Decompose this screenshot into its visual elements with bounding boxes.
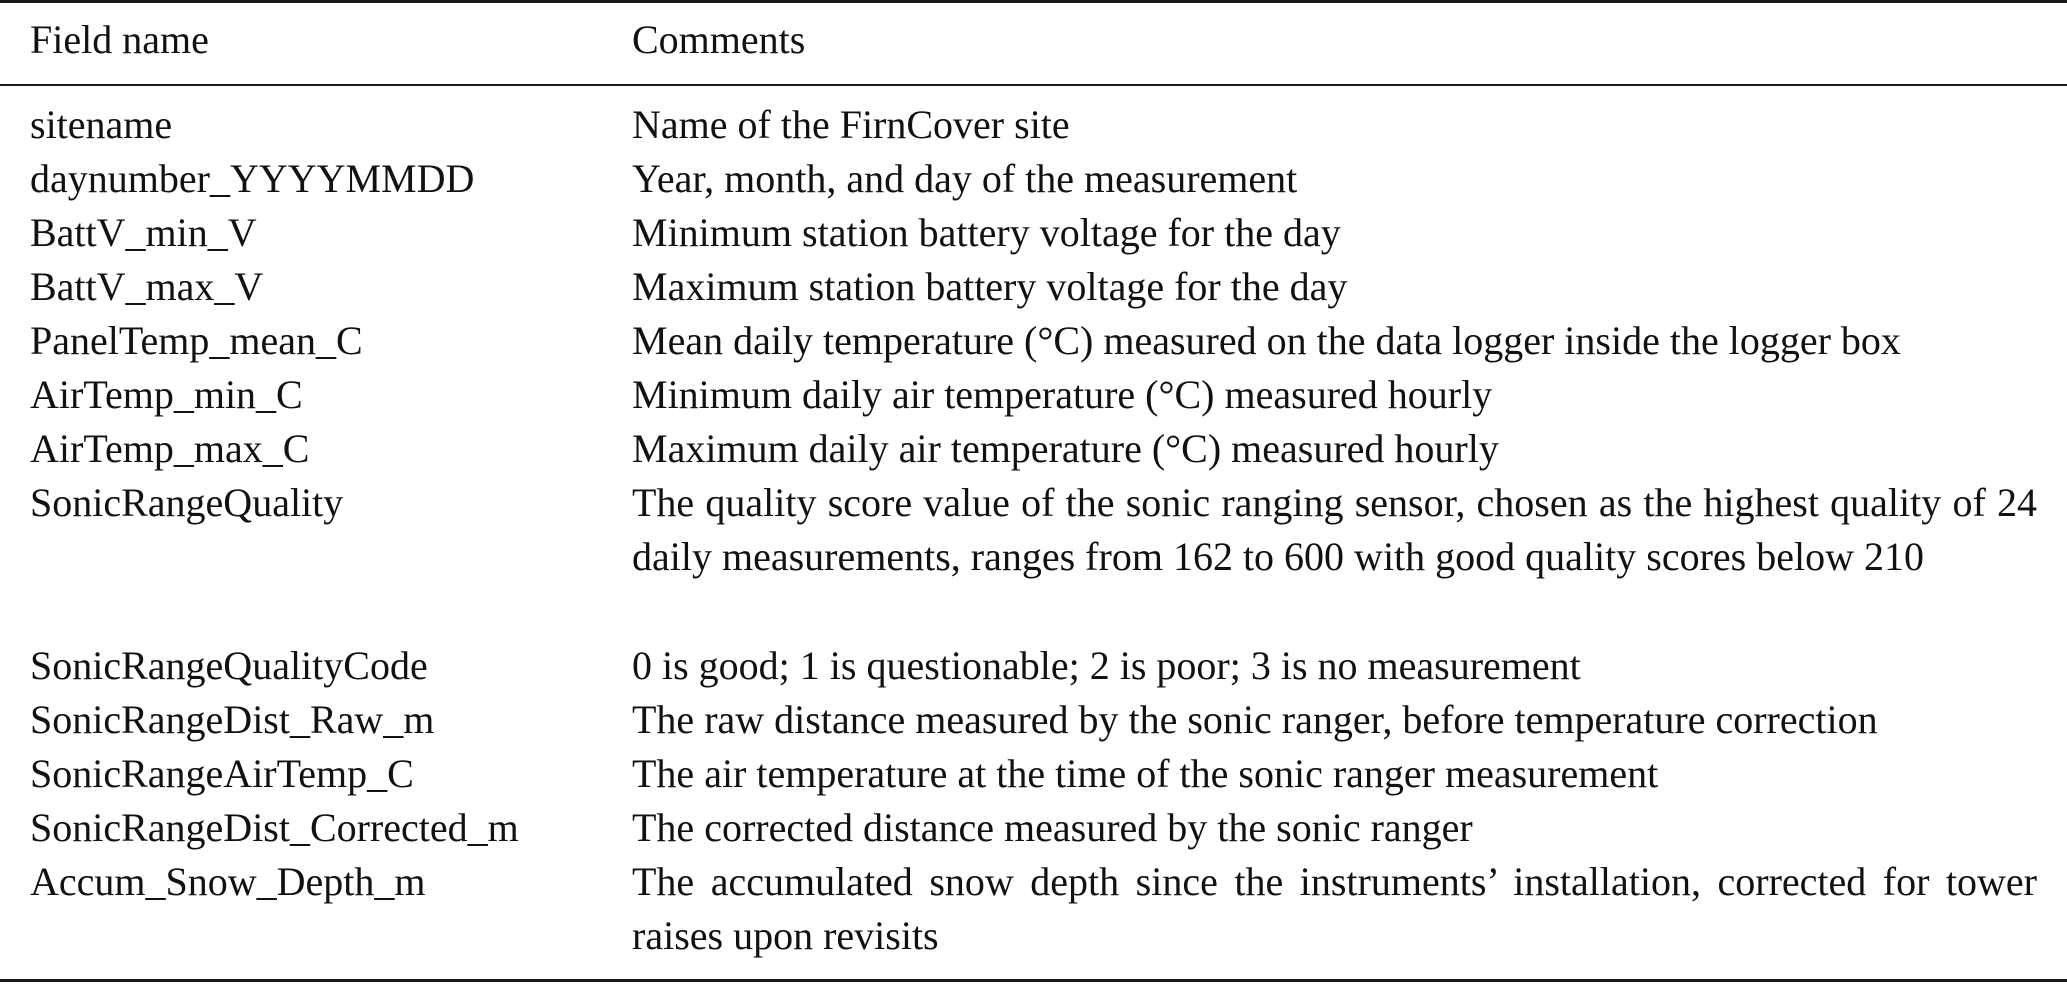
- field-name-cell: SonicRangeDist_Raw_m: [30, 697, 435, 742]
- header-field-name: Field name: [30, 17, 209, 62]
- table-row: [0, 801, 2067, 855]
- table-row: [0, 639, 2067, 693]
- field-name-cell: SonicRangeAirTemp_C: [30, 751, 414, 796]
- comment-cell: The quality score value of the sonic ranging sensor, chosen as the highest quality of 24 daily measurements, ranges from 162 to 600 with good quality scores below 210: [632, 480, 2037, 579]
- table-row: [0, 855, 2067, 963]
- field-name-cell: SonicRangeQuality: [30, 480, 344, 525]
- table-row: [0, 368, 2067, 422]
- table-row: [0, 747, 2067, 801]
- field-name-cell: SonicRangeDist_Corrected_m: [30, 805, 519, 850]
- comment-cell: Minimum daily air temperature (°C) measured hourly: [632, 372, 1493, 417]
- field-name-cell: sitename: [30, 102, 173, 147]
- comment-cell: 0 is good; 1 is questionable; 2 is poor; 3 is no measurement: [632, 643, 1581, 688]
- field-name-cell: BattV_max_V: [30, 264, 264, 309]
- comment-cell: Minimum station battery voltage for the day: [632, 210, 1341, 255]
- table-row: [0, 476, 2067, 639]
- table-header-rule: [0, 84, 2067, 86]
- table-body: [0, 98, 2067, 963]
- table-row: [0, 98, 2067, 152]
- table-row: [0, 314, 2067, 368]
- comment-cell: Year, month, and day of the measurement: [632, 156, 1298, 201]
- field-name-cell: SonicRangeQualityCode: [30, 643, 428, 688]
- comment-cell: The accumulated snow depth since the instruments’ installation, corrected for tower raises upon revisits: [632, 859, 2037, 958]
- comment-cell: The corrected distance measured by the sonic ranger: [632, 805, 1473, 850]
- table-row: [0, 260, 2067, 314]
- table-row: [0, 693, 2067, 747]
- header-comments: Comments: [632, 17, 806, 62]
- comment-cell: Name of the FirnCover site: [632, 102, 1070, 147]
- field-name-cell: PanelTemp_mean_C: [30, 318, 363, 363]
- comment-cell: The air temperature at the time of the sonic ranger measurement: [632, 751, 1659, 796]
- comment-cell: Maximum station battery voltage for the day: [632, 264, 1348, 309]
- field-name-cell: AirTemp_min_C: [30, 372, 303, 417]
- field-name-cell: Accum_Snow_Depth_m: [30, 859, 426, 904]
- table-bottom-rule: [0, 979, 2067, 982]
- table-row: [0, 206, 2067, 260]
- field-name-cell: BattV_min_V: [30, 210, 257, 255]
- table-row: [0, 422, 2067, 476]
- comment-cell: The raw distance measured by the sonic ranger, before temperature correction: [632, 697, 1878, 742]
- field-name-cell: daynumber_YYYYMMDD: [30, 156, 475, 201]
- table-row: [0, 152, 2067, 206]
- table-header: [0, 0, 2067, 84]
- field-name-cell: AirTemp_max_C: [30, 426, 310, 471]
- comment-cell: Mean daily temperature (°C) measured on the data logger inside the logger box: [632, 318, 1901, 363]
- comment-cell: Maximum daily air temperature (°C) measured hourly: [632, 426, 1499, 471]
